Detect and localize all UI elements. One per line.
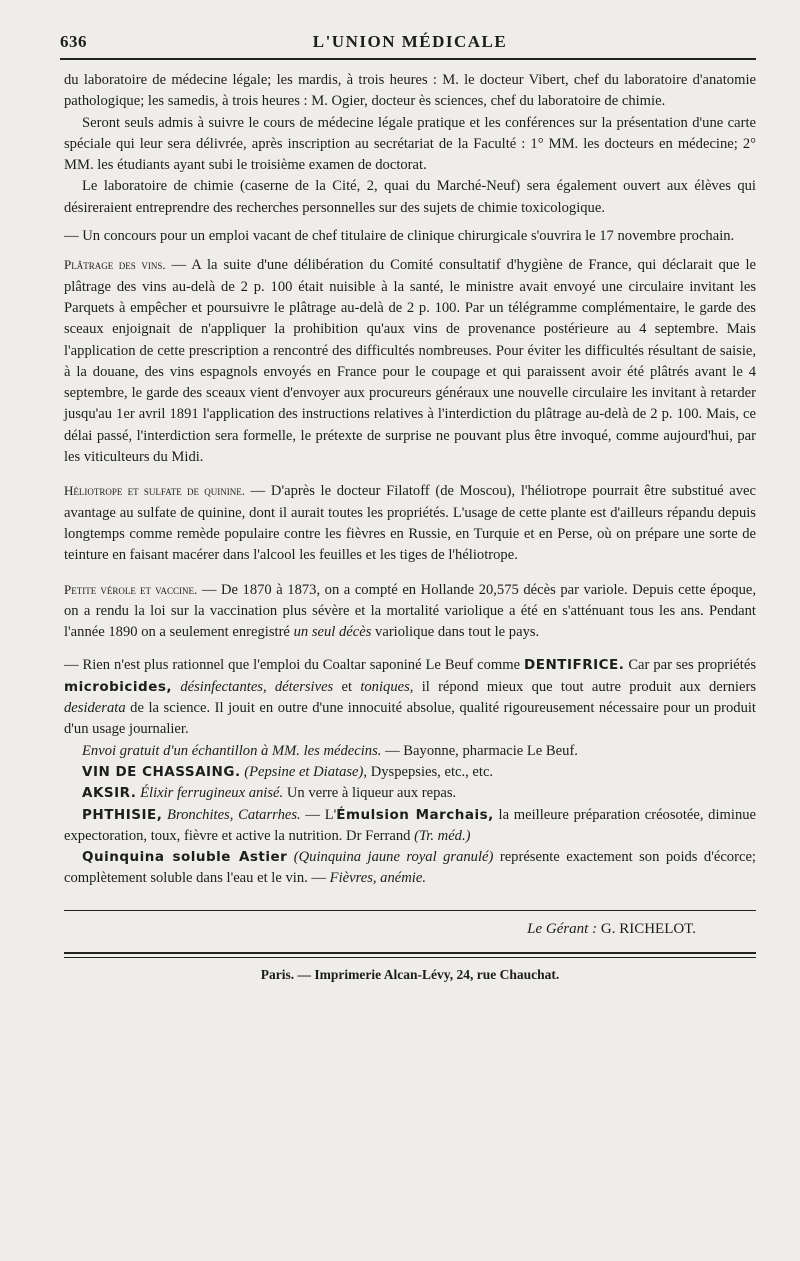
ad-vin-italic: (Pepsine et Diatase),: [244, 763, 368, 780]
ad-quinquina: [64, 847, 756, 890]
ad-coaltar: [64, 655, 756, 740]
ad-coaltar-intro: — Rien n'est plus rationnel que l'emploi du Coaltar saponiné Le Beuf comme: [64, 657, 521, 674]
ad-coaltar-text-c: et: [341, 678, 353, 695]
ad-vin-chassaing: [64, 762, 756, 783]
paragraph-concours: — Un concours pour un emploi vacant de chef titulaire de clinique chirurgicale s'ouvrira le 17 novembre prochain.: [64, 228, 735, 245]
ad-coaltar-text-b: Car par ses propriétés: [628, 657, 756, 674]
ad-coaltar-sample-offer: Envoi gratuit d'un échantillon à MM. les médecins.: [82, 742, 382, 759]
paragraph-platrage: [64, 254, 756, 468]
ad-quinquina-text: représente exactement son poids d'écorce; complètement soluble dans l'eau et le vin. —: [64, 849, 756, 887]
paragraph-platrage-text: — A la suite d'une délibération du Comité consultatif d'hygiène de France, qui déclarait que le plâtrage des vins au-delà de 2 p. 100 était nuisible à la santé, le ministre avait envoyé une circulaire invitant les Parquets à empêcher et poursuivre le plâtrage au-delà de 2 p. 100. Par un télégramme complémentaire, le garde des sceaux enjoignait de n'appliquer la prohibition qu'aux vins de provenance postérieure au 4 septembre. Mais l'application de cette prescription a rencontré des difficultés nombreuses. Pour éviter les difficultés résultant de saisie, à la douane, des vins espagnols envoyés en France pour le coupage et qui paraissent avoir été plâtrés avant le 4 septembre, le garde des sceaux vient d'envoyer aux procureurs généraux une nouvelle circulaire les invitant à retarder jusqu'au 1er avril 1891 l'application des instructions relatives à l'interdiction du plâtrage au-delà de 2 p. 100. Mais, ce délai passé, l'interdiction sera formelle, le prétexte de surprise ne pouvant plus être invoqué, comme aujourd'hui, par les viticulteurs du Midi.: [64, 257, 757, 466]
ad-coaltar-text-d: il répond mieux que tout autre produit aux derniers: [421, 678, 757, 695]
ad-aksir: [64, 783, 756, 804]
ad-quinquina-italic: (Quinquina jaune royal granulé): [293, 849, 494, 866]
signature-label: Le Gérant :: [527, 920, 598, 937]
ad-phthisie-text: la meilleure préparation créosotée, diminue expectoration, toux, fièvre et active la nutrition. Dr Ferrand: [64, 806, 757, 844]
paragraph-lab-schedule: du laboratoire de médecine légale; les mardis, à trois heures : M. le docteur Vibert, chef du laboratoire d'anatomie pathologique; les samedis, à trois heures : M. Ogier, docteur ès sciences, chef du laboratoire de chimie.: [64, 72, 756, 110]
paragraph-variole: [64, 579, 756, 644]
section-heading-variole: Petite vérole et vaccine.: [64, 581, 198, 597]
journal-title: L'UNION MÉDICALE: [312, 32, 508, 51]
ad-coaltar-sample: [64, 741, 756, 762]
paragraph-admission: Seront seuls admis à suivre le cours de médecine légale pratique et les conférences sur la présentation d'une carte spéciale qui leur sera délivrée, après inscription au secrétariat de la Faculté : 1° MM. les docteurs en médecine; 2° MM. les étudiants ayant subi le troisième examen de doctorat.: [64, 114, 756, 174]
signature-rule: [64, 910, 756, 911]
ad-phthisie-citation: (Tr. méd.): [414, 827, 471, 844]
ad-coaltar-italic3: desiderata: [64, 700, 126, 717]
footer-rule: [64, 952, 756, 954]
ad-coaltar-microbicides: microbicides,: [64, 678, 173, 695]
page-header: [60, 26, 756, 58]
printer-imprint: Paris. — Imprimerie Alcan-Lévy, 24, rue Chauchat.: [260, 966, 560, 982]
ad-quinquina-indications: Fièvres, anémie.: [329, 870, 426, 887]
paragraph-heliotrope-text: — D'après le docteur Filatoff (de Moscou), l'héliotrope pourrait être substitué avec avantage au sulfate de quinine, dont il aurait toutes les propriétés. L'usage de cette plante est d'ailleurs répandu depuis longtemps comme remède populaire contre les fièvres en Russie, en Turquie et en Perse, où on prépare une sorte de teinture en faisant macérer dans l'alcool les feuilles et les tiges de l'héliotrope.: [64, 483, 756, 564]
ad-aksir-italic: Élixir ferrugineux anisé.: [140, 785, 284, 802]
ad-aksir-title: AKSIR.: [82, 785, 137, 802]
ad-coaltar-italic1: désinfectantes, détersives: [180, 678, 334, 695]
ad-phthisie-dash: — L': [305, 806, 337, 823]
ad-phthisie-title: PHTHISIE,: [82, 806, 163, 823]
paragraph-heliotrope: [64, 480, 756, 566]
paragraph-variole-text: — De 1870 à 1873, on a compté en Hollande 20,575 décès par variole. Depuis cette époque, on a rendu la loi sur la vaccination plus sévère et la mortalité variolique a été en s'atténuant tous les ans. Pendant l'année 1890 on a seulement enregistré: [64, 581, 756, 641]
ad-phthisie: [64, 805, 756, 848]
section-heading-heliotrope: Héliotrope et sulfate de quinine.: [64, 483, 245, 499]
ad-phthisie-emulsion: Émulsion Marchais,: [336, 806, 494, 823]
ad-coaltar-pharmacy: — Bayonne, pharmacie Le Beuf.: [385, 742, 578, 759]
signature-name: G. RICHELOT.: [600, 920, 696, 937]
ad-coaltar-dentifrice: DENTIFRICE.: [524, 657, 625, 674]
footer-rule-thin: [64, 957, 756, 958]
ad-vin-text: Dyspepsies, etc., etc.: [370, 763, 494, 780]
ad-phthisie-italic: Bronchites, Catarrhes.: [167, 806, 301, 823]
article-body: [64, 70, 756, 890]
section-heading-platrage: Plâtrage des vins.: [64, 257, 166, 273]
header-rule: [60, 58, 756, 60]
page-number: 636: [60, 32, 87, 51]
ad-aksir-text: Un verre à liqueur aux repas.: [286, 785, 457, 802]
ad-coaltar-italic2: toniques,: [360, 678, 414, 695]
paragraph-variole-end: variolique dans tout le pays.: [375, 624, 540, 641]
paragraph-variole-italic: un seul décès: [293, 624, 372, 641]
ad-quinquina-title: Quinquina soluble Astier: [82, 849, 288, 866]
ad-vin-title: VIN DE CHASSAING.: [82, 763, 241, 780]
paragraph-chemistry-lab: Le laboratoire de chimie (caserne de la Cité, 2, quai du Marché-Neuf) sera également ouvert aux élèves qui désireraient entreprendre des recherches personnelles sur des sujets de chimie toxicologique.: [64, 178, 756, 216]
ad-coaltar-text-e: de la science. Il jouit en outre d'une innocuité absolue, qualité rigoureusement nécessaire pour un produit d'un usage journalier.: [64, 700, 756, 738]
signature: [64, 921, 696, 938]
